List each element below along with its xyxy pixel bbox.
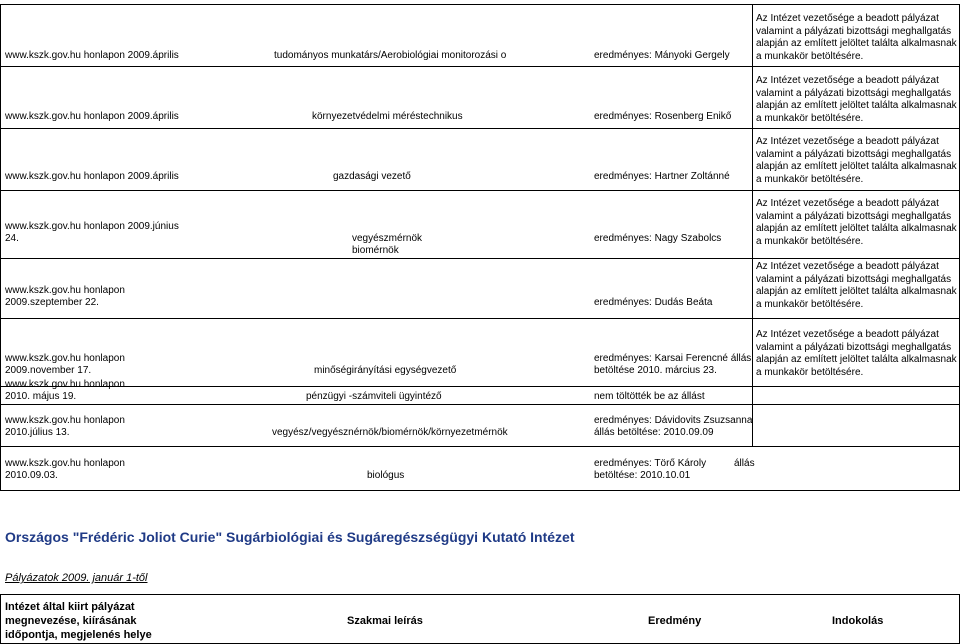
position-cell: gazdasági vezető [333, 171, 411, 182]
grid-line [0, 594, 960, 595]
grid-line [0, 128, 960, 129]
reason-line: valamint a pályázati bizottsági meghallgatás [756, 25, 952, 37]
grid-line [0, 490, 960, 491]
reason-line: valamint a pályázati bizottsági meghallgatás [756, 210, 952, 222]
position-cell: tudományos munkatárs/Aerobiológiai monitorozási o [274, 50, 507, 61]
source-cell: 2010.09.03. [5, 470, 58, 481]
header-col-result: Eredmény [648, 615, 702, 627]
position-cell: pénzügyi -számviteli ügyintéző [306, 391, 442, 402]
result-cell: eredményes: Dudás Beáta [594, 297, 713, 308]
source-cell: 24. [5, 233, 19, 244]
source-cell: 2009.november 17. [5, 365, 92, 376]
position-cell: környezetvédelmi méréstechnikus [312, 111, 463, 122]
result-cell: eredményes: Mányoki Gergely [594, 50, 730, 61]
reason-line: a munkakör betöltésére. [756, 235, 864, 247]
reason-line: alapján az említett jelöltet találta alkalmasnak [756, 100, 957, 111]
position-cell: biológus [367, 470, 405, 481]
reason-line: Az Intézet vezetősége a beadott pályázat [756, 13, 939, 24]
reason-line: alapján az említett jelöltet találta alkalmasnak [756, 161, 957, 172]
result-cell: eredményes: Rosenberg Enikő [594, 111, 732, 122]
result-cell: állás betöltése: 2010.09.09 [594, 427, 714, 438]
result-cell: nem töltötték be az állást [594, 391, 705, 402]
reason-line: a munkakör betöltésére. [756, 298, 864, 310]
result-cell: eredményes: Hartner Zoltánné [594, 171, 730, 182]
header-col-reason: Indokolás [832, 615, 884, 627]
reason-line: a munkakör betöltésére. [756, 173, 864, 185]
header-line: Intézet által kiirt pályázat [5, 601, 135, 613]
header-col-description: Szakmai leírás [347, 615, 423, 627]
reason-line: Az Intézet vezetősége a beadott pályázat [756, 198, 939, 209]
reason-line: Az Intézet vezetősége a beadott pályázat [756, 329, 939, 340]
reason-line: valamint a pályázati bizottsági meghallgatás [756, 87, 952, 99]
source-cell: www.kszk.gov.hu honlapon [5, 353, 125, 364]
result-cell: eredményes: Törő Károly [594, 458, 707, 469]
source-cell: www.kszk.gov.hu honlapon 2009.június [5, 221, 179, 232]
source-cell: www.kszk.gov.hu honlapon [5, 379, 125, 390]
section-subtitle: Pályázatok 2009. január 1-től [5, 572, 148, 584]
reason-line: alapján az említett jelöltet találta alkalmasnak [756, 38, 957, 49]
reason-cell [756, 261, 960, 311]
reason-line: valamint a pályázati bizottsági meghallgatás [756, 148, 952, 160]
reason-line: a munkakör betöltésére. [756, 366, 864, 378]
source-cell: www.kszk.gov.hu honlapon 2009.április [5, 111, 179, 122]
result-cell: betöltése 2010. március 23. [594, 365, 717, 376]
grid-line [0, 258, 960, 259]
reason-line: alapján az említett jelöltet találta alkalmasnak [756, 223, 957, 234]
source-cell: 2010. május 19. [5, 391, 77, 402]
source-cell: www.kszk.gov.hu honlapon [5, 458, 125, 469]
reason-line: a munkakör betöltésére. [756, 50, 864, 62]
grid-line [0, 4, 960, 5]
header-line: időpontja, megjelenés helye [5, 629, 152, 641]
position-cell: vegyészmérnök [352, 233, 423, 244]
grid-line [0, 386, 960, 387]
institute-title: Országos "Frédéric Joliot Curie" Sugárbiológiai és Sugáregészségügyi Kutató Intézet [5, 529, 575, 545]
source-cell: www.kszk.gov.hu honlapon [5, 415, 125, 426]
reason-line: valamint a pályázati bizottsági meghallgatás [756, 341, 952, 353]
reason-line: alapján az említett jelöltet találta alkalmasnak [756, 286, 957, 297]
reason-line: a munkakör betöltésére. [756, 112, 864, 124]
grid-line [0, 404, 960, 405]
grid-line [0, 66, 960, 67]
grid-line [0, 594, 1, 643]
result-cell: eredményes: Dávidovits Zsuzsanna [594, 415, 753, 426]
position-cell: minőségirányítási egységvezető [314, 365, 457, 376]
result-cell: eredményes: Karsai Ferencné állás [594, 353, 752, 364]
grid-line [0, 190, 960, 191]
source-cell: www.kszk.gov.hu honlapon [5, 285, 125, 296]
grid-line [0, 446, 960, 447]
source-cell: www.kszk.gov.hu honlapon 2009.április [5, 50, 179, 61]
grid-line [0, 318, 960, 319]
header-line: megnevezése, kiírásának [5, 615, 137, 627]
reason-cell [756, 329, 960, 379]
result-cell: betöltése: 2010.10.01 [594, 470, 691, 481]
reason-line: valamint a pályázati bizottsági meghallgatás [756, 273, 952, 285]
reason-cell [756, 13, 960, 63]
source-cell: 2010.július 13. [5, 427, 70, 438]
reason-line: Az Intézet vezetősége a beadott pályázat [756, 261, 939, 272]
position-cell: vegyész/vegyésznérnök/biomérnök/környezetmérnök [272, 427, 508, 438]
result-cell: állás [734, 458, 755, 469]
reason-line: Az Intézet vezetősége a beadott pályázat [756, 136, 939, 147]
source-cell: www.kszk.gov.hu honlapon 2009.április [5, 171, 179, 182]
grid-line [0, 4, 1, 490]
grid-line [752, 4, 753, 446]
reason-cell [756, 198, 960, 248]
header-col-announcement [5, 600, 152, 642]
reason-cell [756, 136, 960, 186]
source-cell: 2009.szeptember 22. [5, 297, 99, 308]
reason-cell [756, 75, 960, 125]
position-cell: biomérnök [352, 245, 399, 256]
reason-line: Az Intézet vezetősége a beadott pályázat [756, 75, 939, 86]
reason-line: alapján az említett jelöltet találta alkalmasnak [756, 354, 957, 365]
result-cell: eredményes: Nagy Szabolcs [594, 233, 722, 244]
